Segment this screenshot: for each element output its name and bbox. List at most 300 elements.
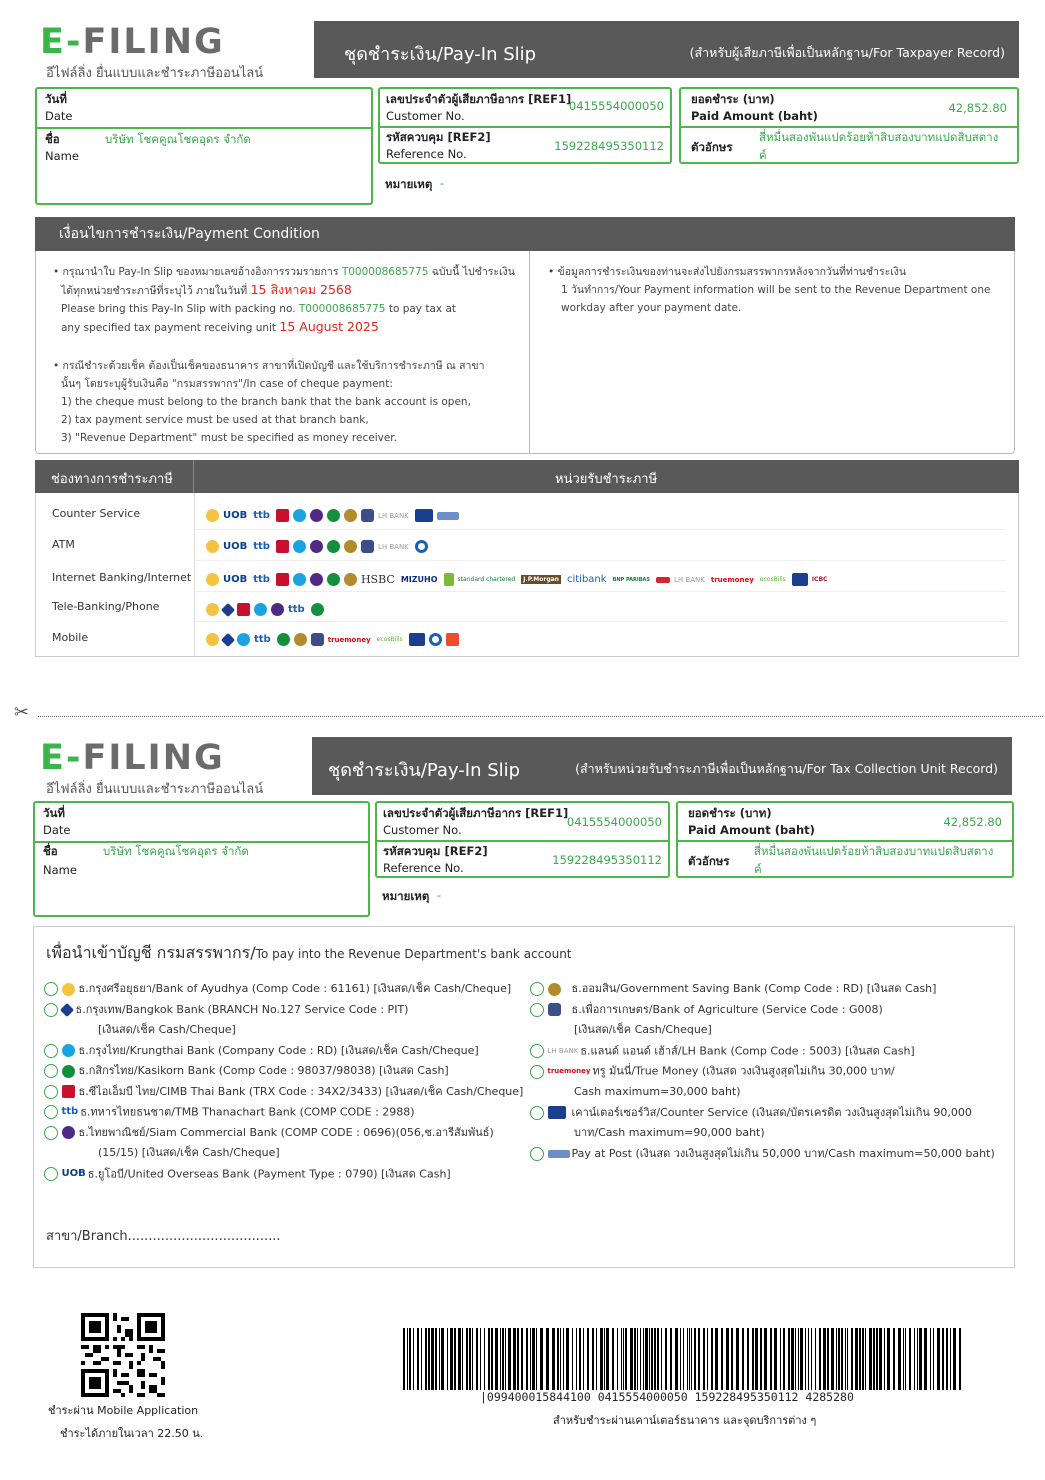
name-label-th: ชื่อ bbox=[45, 132, 60, 146]
barcode-bar bbox=[670, 1328, 672, 1390]
divider bbox=[380, 126, 672, 128]
barcode-bar bbox=[831, 1328, 834, 1390]
date-label-th: วันที่ bbox=[43, 806, 65, 820]
branch-label: สาขา/Branch bbox=[46, 1229, 128, 1244]
name-label-en: Name bbox=[43, 863, 77, 877]
barcode-bar bbox=[447, 1328, 448, 1390]
option-uob[interactable] bbox=[44, 1164, 524, 1185]
option-bangkok-bank[interactable] bbox=[44, 1000, 524, 1021]
divider bbox=[678, 840, 1014, 842]
ref2-value: 159228495350112 bbox=[552, 853, 662, 867]
divider bbox=[681, 126, 1019, 128]
barcode-bar bbox=[428, 1328, 430, 1390]
qr-code bbox=[81, 1313, 165, 1397]
option-baac[interactable] bbox=[530, 1000, 1012, 1021]
ref-box bbox=[378, 87, 672, 164]
radio-scb[interactable] bbox=[44, 1126, 58, 1140]
name-value: บริษัท โชคคูณโชคอุดร จำกัด bbox=[105, 132, 251, 146]
remark-label: หมายเหตุ bbox=[385, 177, 433, 191]
radio-counter-service[interactable] bbox=[530, 1106, 544, 1120]
barcode-bar bbox=[687, 1328, 688, 1390]
name-label-th: ชื่อ bbox=[43, 844, 58, 858]
barcode-bar bbox=[764, 1328, 767, 1390]
option-gsb[interactable] bbox=[530, 979, 1012, 1000]
radio-cimb[interactable] bbox=[44, 1085, 58, 1099]
scb-icon bbox=[310, 509, 323, 522]
barcode-bar bbox=[508, 1328, 511, 1390]
counter-service-icon bbox=[409, 633, 425, 646]
barcode-bar bbox=[859, 1328, 861, 1390]
boa-icon bbox=[656, 577, 670, 583]
cimb-icon bbox=[62, 1085, 75, 1098]
date-label-th: วันที่ bbox=[45, 92, 67, 106]
ttb-logo: ttb bbox=[253, 541, 270, 552]
barcode-bar bbox=[855, 1328, 858, 1390]
amount-value: 42,852.80 bbox=[948, 101, 1007, 115]
option-label: ธ.ออมสิน/Government Saving Bank (Comp Code : RD) [เงินสด Cash] bbox=[571, 982, 937, 995]
barcode-bar bbox=[917, 1328, 918, 1390]
krungthai-icon bbox=[254, 603, 267, 616]
barcode-bar bbox=[930, 1328, 931, 1390]
ecosbills-logo: ecosBills bbox=[759, 576, 786, 583]
barcode-bar bbox=[640, 1328, 641, 1390]
barcode-bar bbox=[680, 1328, 681, 1390]
cond-text: 2) tax payment service must be used at that branch bank, bbox=[61, 414, 369, 426]
barcode-bar bbox=[505, 1328, 506, 1390]
barcode-bar bbox=[576, 1328, 577, 1390]
barcode-bar bbox=[736, 1328, 739, 1390]
bangkok-bank-icon bbox=[59, 1002, 73, 1016]
bank-options-right bbox=[530, 979, 1012, 1164]
cond-text: • กรุณานำใบ Pay-In Slip ของหมายเลขอ้างอิงการรวมรายการ bbox=[53, 266, 342, 278]
bank-account-box bbox=[33, 926, 1015, 1268]
barcode-bar bbox=[439, 1328, 440, 1390]
barcode-bar bbox=[532, 1328, 535, 1390]
logo-title: E-FILING bbox=[40, 738, 225, 778]
option-truemoney[interactable] bbox=[530, 1061, 1012, 1082]
lh-bank-logo: LH BANK bbox=[547, 1046, 579, 1055]
barcode-bar bbox=[637, 1328, 638, 1390]
option-label: ธ.เพื่อการเกษตร/Bank of Agriculture (Service Code : G008) bbox=[571, 1002, 883, 1016]
cond-text: workday after your payment date. bbox=[561, 302, 742, 314]
cond-text: 1 วันทำการ/Your Payment information will be sent to the Revenue Department one bbox=[561, 284, 991, 296]
radio-kasikorn[interactable] bbox=[44, 1064, 58, 1078]
option-label: ธ.กรุงศรีอยุธยา/Bank of Ayudhya (Comp Code : 61161) [เงินสด/เช็ค Cash/Cheque] bbox=[78, 982, 512, 995]
slip-header-top bbox=[314, 21, 1019, 78]
logos-mobile bbox=[206, 629, 463, 648]
barcode-bar bbox=[869, 1328, 872, 1390]
barcode-bar bbox=[711, 1328, 713, 1390]
letters-label: ตัวอักษร bbox=[688, 854, 730, 868]
cut-line bbox=[38, 716, 1043, 717]
barcode-bar bbox=[798, 1328, 799, 1390]
amount-box bbox=[676, 801, 1014, 878]
option-krungsri[interactable] bbox=[44, 979, 524, 1000]
scissors-icon: ✂ bbox=[14, 702, 30, 723]
slip-subtitle: (สำหรับหน่วยรับชำระภาษีเพื่อเป็นหลักฐาน/For Tax Collection Unit Record) bbox=[575, 761, 998, 776]
barcode-bar bbox=[879, 1328, 882, 1390]
barcode-bar bbox=[898, 1328, 901, 1390]
option-label: ธ.ยูโอบี/United Overseas Bank (Payment Type : 0790) [เงินสด Cash] bbox=[87, 1167, 451, 1180]
option-label-cont: [เงินสด/เช็ค Cash/Cheque] bbox=[98, 1023, 236, 1036]
radio-ttb[interactable] bbox=[44, 1105, 58, 1119]
option-lh-bank[interactable] bbox=[530, 1041, 1012, 1062]
barcode-label: สำหรับชำระผ่านเคาน์เตอร์ธนาคาร และจุดบริการต่าง ๆ bbox=[553, 1414, 817, 1427]
barcode-bar bbox=[770, 1328, 772, 1390]
amount-label-en: Paid Amount (baht) bbox=[688, 823, 815, 837]
barcode-bar bbox=[431, 1328, 434, 1390]
barcode-bar bbox=[707, 1328, 708, 1390]
icbc-logo: ICBC bbox=[811, 576, 828, 583]
barcode-bar bbox=[800, 1328, 803, 1390]
ttb-logo: ttb bbox=[61, 1106, 79, 1117]
channels-col2: หน่วยรับชำระภาษี bbox=[555, 472, 658, 487]
barcode-bar bbox=[413, 1328, 414, 1390]
header-divider bbox=[193, 460, 194, 493]
barcode-bar bbox=[454, 1328, 456, 1390]
amount-box bbox=[679, 87, 1019, 164]
barcode-bar bbox=[604, 1328, 605, 1390]
ref2-label-en: Reference No. bbox=[383, 861, 464, 875]
krungsri-icon bbox=[206, 573, 219, 586]
barcode-bar bbox=[617, 1328, 618, 1390]
option-pay-at-post[interactable] bbox=[530, 1144, 1012, 1165]
channel-tele-banking: Tele-Banking/Phone bbox=[52, 600, 160, 613]
barcode-bar bbox=[847, 1328, 848, 1390]
barcode-bar bbox=[488, 1328, 490, 1390]
option-label-cont: บาท/Cash maximum=90,000 baht) bbox=[574, 1126, 765, 1139]
barcode-bar bbox=[788, 1328, 790, 1390]
channels-table bbox=[35, 493, 1019, 657]
barcode-bar bbox=[566, 1328, 569, 1390]
option-label: ธ.กสิกรไทย/Kasikorn Bank (Comp Code : 98037/98038) [เงินสด Cash] bbox=[78, 1064, 449, 1077]
ref1-label-th: เลขประจำตัวผู้เสียภาษีอากร [REF1] bbox=[383, 806, 569, 820]
due-date-th: 15 สิงหาคม 2568 bbox=[250, 282, 352, 297]
radio-gsb[interactable] bbox=[530, 982, 544, 996]
krungsri-icon bbox=[206, 633, 219, 646]
radio-lh-bank[interactable] bbox=[530, 1044, 544, 1058]
krungthai-icon bbox=[237, 633, 250, 646]
barcode-bar bbox=[657, 1328, 659, 1390]
barcode-bar bbox=[480, 1328, 481, 1390]
logos-atm bbox=[206, 536, 432, 555]
title-th: เพื่อนำเข้าบัญชี กรมสรรพากร/ bbox=[46, 943, 256, 962]
barcode-bar bbox=[884, 1328, 885, 1390]
letters-value-cont: ค์ bbox=[759, 148, 767, 162]
baac-icon bbox=[361, 540, 374, 553]
citibank-logo: citibank bbox=[566, 574, 607, 585]
barcode-bar bbox=[583, 1328, 584, 1390]
ttb-logo: ttb bbox=[288, 604, 305, 615]
krungthai-icon bbox=[293, 509, 306, 522]
condition-right bbox=[548, 263, 1008, 317]
barcode-bar bbox=[808, 1328, 809, 1390]
thailand-post-icon bbox=[548, 1150, 570, 1158]
kasikorn-icon bbox=[327, 540, 340, 553]
barcode-bar bbox=[731, 1328, 733, 1390]
barcode-bar bbox=[698, 1328, 700, 1390]
shopee-icon bbox=[446, 633, 459, 646]
cond-text: 1) the cheque must belong to the branch bank that the bank account is open, bbox=[61, 396, 471, 408]
condition-divider bbox=[529, 251, 530, 453]
hsbc-logo: HSBC bbox=[360, 573, 395, 586]
remark-value: - bbox=[437, 888, 442, 902]
letters-value: สี่หมื่นสองพันแปดร้อยห้าสิบสองบาทแปดสิบสตาง bbox=[754, 844, 994, 858]
remark-label: หมายเหตุ bbox=[382, 889, 430, 903]
bangkok-bank-icon bbox=[221, 602, 235, 616]
barcode-bar bbox=[536, 1328, 537, 1390]
option-label-cont: (15/15) [เงินสด/เช็ค Cash/Cheque] bbox=[98, 1146, 280, 1160]
barcode-bar bbox=[495, 1328, 498, 1390]
lh-bank-logo: LH BANK bbox=[377, 511, 409, 520]
barcode-bar bbox=[694, 1328, 696, 1390]
barcode-bar bbox=[937, 1328, 940, 1390]
barcode-bar bbox=[905, 1328, 906, 1390]
channels-header bbox=[35, 460, 1019, 493]
barcode-bar bbox=[634, 1328, 636, 1390]
channels-divider bbox=[194, 493, 195, 656]
date-label-en: Date bbox=[43, 823, 71, 837]
radio-uob[interactable] bbox=[44, 1167, 58, 1181]
logo-subtitle: อีไฟล์ลิ่ง ยื่นแบบและชำระภาษีออนไลน์ bbox=[46, 66, 264, 81]
barcode-bar bbox=[747, 1328, 749, 1390]
qr-time-label: ชำระได้ภายในเวลา 22.50 น. bbox=[60, 1427, 204, 1440]
radio-truemoney[interactable] bbox=[530, 1065, 544, 1079]
barcode-bar bbox=[726, 1328, 729, 1390]
cond-text: Please bring this Pay-In Slip with packing no. bbox=[61, 303, 299, 315]
barcode-bar bbox=[645, 1328, 648, 1390]
option-label-cont: Cash maximum=30,000 baht) bbox=[574, 1085, 741, 1098]
barcode-bar bbox=[783, 1328, 785, 1390]
payment-condition-title: เงื่อนไขการชำระเงิน/Payment Condition bbox=[35, 217, 1015, 251]
radio-bangkok-bank[interactable] bbox=[44, 1003, 58, 1017]
option-cimb[interactable] bbox=[44, 1082, 524, 1103]
channel-mobile: Mobile bbox=[52, 631, 89, 644]
gsb-icon bbox=[548, 983, 561, 996]
barcode-bar bbox=[596, 1328, 597, 1390]
radio-baac[interactable] bbox=[530, 1003, 544, 1017]
barcode-bar bbox=[612, 1328, 614, 1390]
kasikorn-icon bbox=[311, 603, 324, 616]
logos-tele-banking bbox=[206, 599, 328, 618]
barcode-bar bbox=[811, 1328, 812, 1390]
barcode-bar bbox=[924, 1328, 927, 1390]
bank-options-left bbox=[44, 979, 524, 1185]
payment-condition-box bbox=[35, 251, 1015, 454]
barcode-bar bbox=[914, 1328, 915, 1390]
cond-text: 3) "Revenue Department" must be specified as money receiver. bbox=[61, 432, 397, 444]
option-label: ทรู มันนี่/True Money (เงินสด วงเงินสูงสุดไม่เกิน 30,000 บาท/ bbox=[592, 1064, 895, 1078]
option-label: ธ.ไทยพาณิชย์/Siam Commercial Bank (COMP CODE : 0696)(056,ช.อารีสัมพันธ์) bbox=[78, 1125, 494, 1139]
barcode-bar bbox=[441, 1328, 444, 1390]
option-counter-service[interactable] bbox=[530, 1103, 1012, 1124]
amount-value: 42,852.80 bbox=[943, 815, 1002, 829]
barcode-bar bbox=[557, 1328, 559, 1390]
letters-value-cont: ค์ bbox=[754, 862, 762, 876]
ref-box bbox=[375, 801, 670, 878]
logo-bottom bbox=[40, 738, 225, 778]
option-kasikorn[interactable] bbox=[44, 1061, 524, 1082]
option-label: ธ.ซีไอเอ็มบี ไทย/CIMB Thai Bank (TRX Code : 34X2/3433) [เงินสด/เช็ค Cash/Cheque] bbox=[78, 1084, 524, 1098]
uob-logo: UOB bbox=[223, 510, 248, 521]
barcode-bar bbox=[942, 1328, 944, 1390]
barcode-bar bbox=[651, 1328, 653, 1390]
radio-krungthai[interactable] bbox=[44, 1044, 58, 1058]
option-label: ธ.แลนด์ แอนด์ เฮ้าส์/LH Bank (Comp Code : 5003) [เงินสด Cash] bbox=[580, 1043, 915, 1057]
mizuho-logo: MIZUHO bbox=[400, 575, 438, 584]
barcode-bar bbox=[500, 1328, 501, 1390]
barcode-bar bbox=[950, 1328, 951, 1390]
barcode-bar bbox=[661, 1328, 662, 1390]
title-en: To pay into the Revenue Department's bank account bbox=[255, 947, 572, 961]
letters-value: สี่หมื่นสองพันแปดร้อยห้าสิบสองบาทแปดสิบสตาง bbox=[759, 130, 999, 144]
barcode-bar bbox=[780, 1328, 781, 1390]
ttb-logo: ttb bbox=[253, 574, 270, 585]
cond-text: any specified tax payment receiving unit bbox=[61, 322, 280, 334]
cond-text: ฉบับนี้ ไปชำระเงิน bbox=[428, 266, 515, 278]
barcode-bar bbox=[407, 1328, 408, 1390]
barcode-bar bbox=[873, 1328, 875, 1390]
krungsri-icon bbox=[206, 603, 219, 616]
counter-service-icon bbox=[792, 573, 808, 586]
barcode-bar bbox=[836, 1328, 837, 1390]
barcode-bar bbox=[851, 1328, 853, 1390]
ref1-value: 0415554000050 bbox=[566, 815, 662, 829]
ttb-logo: ttb bbox=[254, 634, 271, 645]
mybank-icon bbox=[415, 540, 428, 553]
barcode-bar bbox=[458, 1328, 461, 1390]
barcode-bar bbox=[469, 1328, 471, 1390]
barcode-bar bbox=[579, 1328, 581, 1390]
uob-logo: UOB bbox=[223, 574, 248, 585]
barcode-bar bbox=[421, 1328, 422, 1390]
logo-subtitle: อีไฟล์ลิ่ง ยื่นแบบและชำระภาษีออนไลน์ bbox=[46, 782, 264, 797]
bank-account-title bbox=[46, 941, 572, 966]
channel-internet-banking: Internet Banking/Internet bbox=[52, 571, 192, 584]
ref2-label-en: Reference No. bbox=[386, 147, 467, 161]
ref1-value: 0415554000050 bbox=[568, 99, 664, 113]
barcode-bar bbox=[665, 1328, 667, 1390]
barcode-bar bbox=[502, 1328, 504, 1390]
qr-label: ชำระผ่าน Mobile Application bbox=[48, 1404, 199, 1417]
barcode-bar bbox=[540, 1328, 543, 1390]
cimb-icon bbox=[276, 509, 289, 522]
smbc-icon bbox=[444, 573, 454, 586]
barcode-bar bbox=[683, 1328, 684, 1390]
lh-bank-logo: LH BANK bbox=[377, 542, 409, 551]
barcode-bar bbox=[703, 1328, 705, 1390]
cond-text: to pay tax at bbox=[385, 303, 457, 315]
krungsri-icon bbox=[206, 509, 219, 522]
barcode-bar bbox=[409, 1328, 411, 1390]
barcode-bar bbox=[689, 1328, 690, 1390]
divider bbox=[37, 127, 373, 129]
barcode-bar bbox=[654, 1328, 656, 1390]
ref2-value: 159228495350112 bbox=[554, 139, 664, 153]
date-label-en: Date bbox=[45, 109, 73, 123]
barcode-bar bbox=[721, 1328, 723, 1390]
radio-krungsri[interactable] bbox=[44, 982, 58, 996]
row-line bbox=[196, 591, 1006, 592]
barcode-bar bbox=[572, 1328, 573, 1390]
kasikorn-icon bbox=[327, 509, 340, 522]
scb-icon bbox=[62, 1126, 75, 1139]
barcode-bar bbox=[403, 1328, 405, 1390]
option-krungthai[interactable] bbox=[44, 1041, 524, 1062]
row-line bbox=[196, 560, 1006, 561]
barcode-bar bbox=[643, 1328, 644, 1390]
cond-text: • กรณีชำระด้วยเช็ค ต้องเป็นเช็คของธนาคาร สาขาที่เปิดบัญชี และใช้บริการชำระภาษี ณ สาขา bbox=[53, 360, 485, 372]
barcode-bar bbox=[953, 1328, 956, 1390]
barcode-bar bbox=[675, 1328, 678, 1390]
barcode-bar bbox=[827, 1328, 829, 1390]
barcode-text: |099400015844100 0415554000050 159228495350112 4285280 bbox=[480, 1390, 854, 1404]
barcode-bar bbox=[623, 1328, 624, 1390]
logo-title: E-FILING bbox=[40, 22, 225, 62]
barcode-bar bbox=[845, 1328, 846, 1390]
channel-counter-service: Counter Service bbox=[52, 507, 141, 520]
truemoney-logo: truemoney bbox=[547, 1067, 591, 1076]
barcode-bar bbox=[691, 1328, 692, 1390]
ttb-logo: ttb bbox=[253, 510, 270, 521]
barcode-bar bbox=[841, 1328, 843, 1390]
standard-chartered-logo: standard chartered bbox=[457, 576, 516, 583]
barcode-bar bbox=[865, 1328, 866, 1390]
barcode-bar bbox=[425, 1328, 427, 1390]
scb-icon bbox=[271, 603, 284, 616]
name-value: บริษัท โชคคูณโชคอุดร จำกัด bbox=[103, 844, 249, 858]
option-ttb[interactable] bbox=[44, 1102, 524, 1123]
kasikorn-icon bbox=[62, 1065, 75, 1078]
cimb-icon bbox=[237, 603, 250, 616]
thailand-post-icon bbox=[437, 512, 459, 520]
barcode-bar bbox=[823, 1328, 826, 1390]
kasikorn-icon bbox=[277, 633, 290, 646]
barcode-bar bbox=[521, 1328, 523, 1390]
barcode-bar bbox=[625, 1328, 627, 1390]
counter-service-icon bbox=[415, 509, 433, 522]
option-label-cont: [เงินสด/เช็ค Cash/Cheque] bbox=[574, 1023, 712, 1036]
barcode-bar bbox=[560, 1328, 561, 1390]
baac-icon bbox=[548, 1003, 561, 1016]
remark-value: - bbox=[440, 176, 445, 190]
divider bbox=[377, 840, 670, 842]
barcode-bar bbox=[513, 1328, 516, 1390]
bangkok-bank-icon bbox=[221, 632, 235, 646]
slip-title: ชุดชำระเงิน/Pay-In Slip bbox=[328, 760, 521, 781]
logo-top bbox=[40, 22, 225, 62]
barcode-bar bbox=[530, 1328, 531, 1390]
uob-logo: UOB bbox=[223, 541, 248, 552]
option-label: ธ.กรุงเทพ/Bangkok Bank (BRANCH No.127 Service Code : PIT) bbox=[75, 1002, 409, 1016]
barcode-bar bbox=[466, 1328, 468, 1390]
krungthai-icon bbox=[293, 540, 306, 553]
option-scb[interactable] bbox=[44, 1123, 524, 1144]
barcode-bar bbox=[909, 1328, 911, 1390]
amount-label-th: ยอดชำระ (บาท) bbox=[688, 806, 772, 820]
date-name-box bbox=[33, 801, 370, 917]
branch-dots[interactable]: ..................................... bbox=[127, 1229, 281, 1244]
date-name-box bbox=[35, 87, 373, 205]
ref2-label-th: รหัสควบคุม [REF2] bbox=[383, 844, 488, 858]
branch-field[interactable] bbox=[46, 1225, 281, 1246]
barcode-bar bbox=[933, 1328, 934, 1390]
ref1-label-en: Customer No. bbox=[386, 109, 465, 123]
uob-logo: UOB bbox=[61, 1167, 86, 1179]
radio-pay-at-post[interactable] bbox=[530, 1147, 544, 1161]
option-label: เคาน์เตอร์เซอร์วิส/Counter Service (เงินสด/บัตรเครดิต วงเงินสูงสุดไม่เกิน 90,000 bbox=[571, 1105, 972, 1119]
due-date-en: 15 August 2025 bbox=[279, 319, 379, 334]
